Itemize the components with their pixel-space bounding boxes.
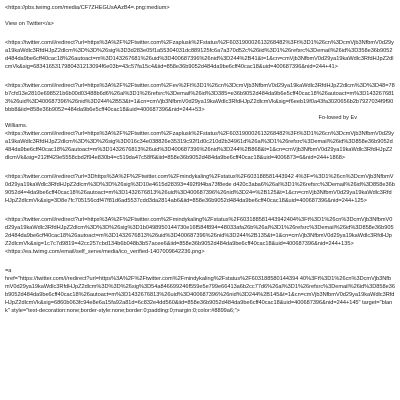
raw-line-view-on-twitter[interactable]: View on Twitter</a> bbox=[5, 21, 54, 27]
raw-line-anchor-open: =a bbox=[5, 268, 12, 274]
followed-by-row bbox=[5, 114, 395, 122]
followed-by-text: Fo-lowed by Ev bbox=[318, 115, 357, 121]
raw-block-redirect-3[interactable]: <https://twitter.com/i/redirect?url=3Dhttps%3A%2F%2Ftwitter.com%2Fmindykaling%2Fstatus%2F603188581443942 4%3F=%3D1%26cn%3DcmVjb3NfbmV0d29ya19kaWdlc3RfdHJpZ2dlcm%3D%3D%26sig%3D10e4615d28393=492f9f4ba73f8ede d420c3aba6%26al%3D1%26refsrc%3Demail%26id%3D858e36b9052d4=4da9be6cff40cac18%26autoact=m%3D1432676813%26uid%3D400687396%26nid%3D24=%2B125&t=1&cn=cmVjb3NfbmV0d29ya19kaWdlc3RfdHJpZ2dlcmVk&sig=3D8e7fc705156cdf47f81d6ad5537cdd3da2814ab6&iid=858e36b9052d484da9be6cff40cac18&uid=400687396&nid=244+125> bbox=[5, 174, 395, 204]
raw-block-redirect-2-tail[interactable]: Williams. <https://twitter.com/i/redirect?url=https%3A%2F%2Ftwitter.com%2Fzaplusk%2Fstatus%2F603190002613268482%3Ft%3D1%26cn%3DcmVjb3NfbmV0d29ya19kaWdlc3RfdHJpZ2dlcm%3D%3D%26sig%3D016c34e038826e35319c92f1d0c210d2b34961d%26al%3D1%26refsrc%3Demail%26id%3D858e36b9052d484da9be6cff40cac18%26autoact=m%3D1432676813%26uid%3D400687396%26nid%3D244%2B868&t=1&cn=cmVjb3NfbmV0d29ya19kaWdlc3RfdHJpZ2dlcmVk&sig=212ff429e5558cbd2f94e830b4=c519da47c58f6&iid=858e36b9052d484da9be6cff40cac18&uid=4006873=6&nid=244+1868> bbox=[5, 123, 394, 161]
raw-block-redirect-1[interactable]: <https://twitter.com/i/redirect?url=https%3A%2F%2Ftwitter.com%2Fzaplusk%2Fstatus%2F603190002613268482%3Ft%3D1%26cn%3DcmVjb3NfbmV0d29ya19kaWdlc3RfdHJpZ2dlcm%3D%3D%26sig%3D3d283e05f1a55304031dc889125fc6a7a370d52c%26iid%3D1%26refsrc%3Demail%26id%3D358e36b9052d484da9be6cff40cac18%26autoact=m%3D143267681%26uid%3D400687396%26nid%3D244%2B41&t=1&cn=cmVjb3NfbmV0d29ya19kaWdlc3RfdHJpZ2dlcmVk&sig=6834165317980431213094f6e03b=43c57fa15c4&iid=858e36b9052d484da9be6cff40cac18&uid=400687396&nid=244+41> bbox=[5, 40, 394, 70]
raw-line-image-url[interactable]: <https://pbs.twimg.com/media/CF7ZHEGUsAAzB4=.png:medium> bbox=[5, 5, 170, 11]
raw-block-redirect-4[interactable]: <https://twitter.com/i/redirect?url=https%3A%2F%2Ftwitter.com%2Fmindykaling%2Fstatus%2F603188581443942404%3Ft%3D1%26cn%3DcmVjb3NfbmV0d29ya19kaWdlc3RfdHJpZ2dlcm%3D%3D%26sig%3D1b0498950144730e16f584f894=48033afa26b%26al%3D1%26refsrc%3Demail%26id%3D858e36b9052d484da9be6cff40cac18%26autoact=m%3D1432676813%26uid%3D400687396%26nid%3D244%2B135&t=1&cn=cmVjb3NfbmV0d29ya19kaWdlc3RfdHJpZ2dlcmVk&sig=1c7c7d9819=42cc257cbd134b6b048b3b57acee6&iid=858e36b9052d484da9be6cff40cac18&uid=400687396&nid=244+135> bbox=[5, 217, 394, 247]
raw-block-verified-icon-url[interactable]: <https://ea.twimg.com/email/self_serve/media/ico_verified-1407009642236.png> bbox=[5, 249, 205, 255]
raw-block-redirect-2[interactable]: <https://twitter.com/i/redirect?url=https%3A%2F%2Ftwitter.com%2Fev%2Ft%3D1%26cn%3DcmVjb3NfbmV0d29ya19kaWdlc3RfdHJpZ2dlcm%3D%3D48=78b7cfd13e2810e698521b6b00d03488b6d6%26al%3D1%26refsrc%3Demail%26id%3D385=e36b9052d484da9b6e5cff40cac18%26autoact=m%3D1432676813%26uid%3D400687396%26nid%3D244%2B53&t=1&cn=cmVjb3NfbmV0d29ya19kaWdlc3RfdHJpZ2dlcmVk&sig=f6eeb19f0a43fa3020656b2b7927034f9f90bbb8&iid=858e36b9052=484da9b6e5cff40cac18&uid=400687396&nid=244+53> bbox=[5, 83, 395, 113]
raw-block-redirect-5[interactable]: href="https://twitter.com/i/redirect?url=https%3A%2F%2Ftwitter.com%2Fmindykaling%2Fstatus%2F603188580144394 40%3Ft%3D1%26cn%3DcmVjb3NfbmV0d29ya19kaWdlc3RfdHJpZ2dlcm%3D%3D%26sig%3D54a846699246f559e5e799e66413a6b2cc77d6%26al%3D1%26refsrc%3Demail%26id%3D858e36b9052d484da9be6cff40cac18%26autoact=m%3D1432676813%26uid%3D400687396%26nid%3D244%2B145&t=1&cn=cmVjb3NfbmV0d29ya19kaWdlc3RfdHJpZ2dlcmVk&sig=6860b063fc94e8e6a15fa92a81d=6c832e4dd560&iid=858e36b9052d484da9be6cff40cac18&uid=400687396&nid=244+145" target="blank" style="text-decoration:none;border-style:none;border:0;padding:0;margin:0;color:#8899a6;"> bbox=[5, 276, 395, 314]
